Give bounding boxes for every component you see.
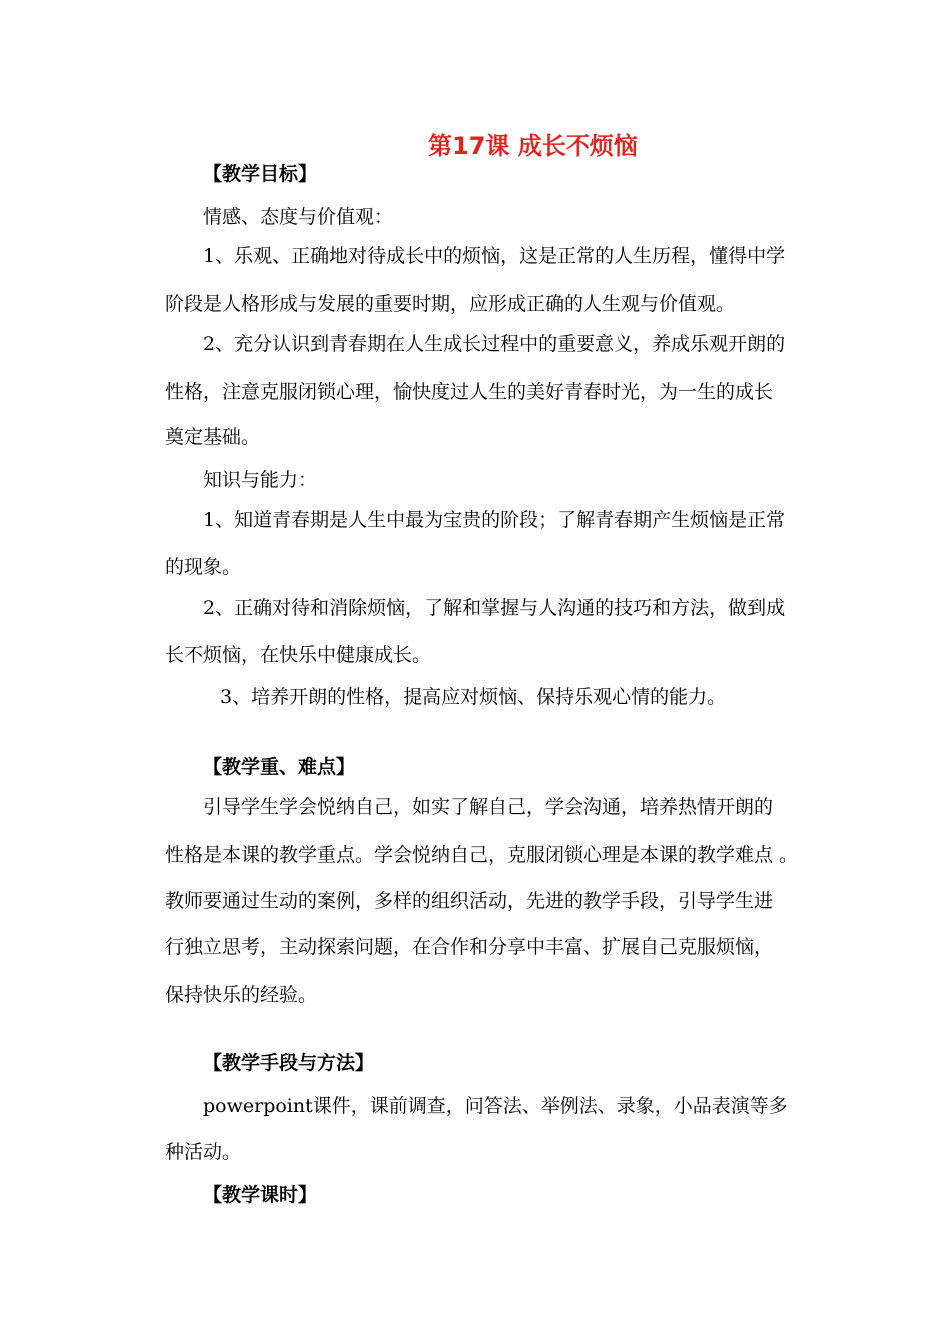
knowledge-item-1-line-1: 1、知道青春期是人生中最为宝贵的阶段；了解青春期产生烦恼是正常: [203, 509, 786, 531]
emotion-item-2-line-1: 2、充分认识到青春期在人生成长过程中的重要意义，养成乐观开朗的: [203, 333, 786, 355]
hours-heading: 【教学课时】: [203, 1184, 318, 1206]
key-points-line-2: 性格是本课的教学重点。学会悦纳自己，克服闭锁心理是本课的教学难点 。: [165, 844, 799, 866]
emotion-item-1-line-1: 1、乐观、正确地对待成长中的烦恼，这是正常的人生历程，懂得中学: [203, 245, 786, 267]
emotion-item-2-line-2: 性格，注意克服闭锁心理，愉快度过人生的美好青春时光，为一生的成长: [165, 381, 774, 403]
methods-heading: 【教学手段与方法】: [203, 1052, 375, 1074]
knowledge-item-1-line-2: 的现象。: [165, 556, 242, 578]
key-points-heading: 【教学重、难点】: [203, 756, 356, 778]
knowledge-heading: 知识与能力：: [203, 469, 318, 491]
knowledge-item-2-line-1: 2、正确对待和消除烦恼，了解和掌握与人沟通的技巧和方法，做到成: [203, 597, 786, 619]
knowledge-item-3-line-1: 3、培养开朗的性格，提高应对烦恼、保持乐观心情的能力。: [220, 686, 727, 708]
knowledge-item-2-line-2: 长不烦恼，在快乐中健康成长。: [165, 644, 432, 666]
key-points-line-3: 教师要通过生动的案例，多样的组织活动，先进的教学手段，引导学生进: [165, 890, 774, 912]
emotion-item-1-line-2: 阶段是人格形成与发展的重要时期，应形成正确的人生观与价值观。: [165, 293, 736, 315]
emotion-item-2-line-3: 奠定基础。: [165, 426, 261, 448]
key-points-line-5: 保持快乐的经验。: [165, 984, 318, 1006]
objectives-heading: 【教学目标】: [203, 163, 318, 185]
methods-line-2: 种活动。: [165, 1141, 242, 1163]
methods-line-1: powerpoint课件，课前调查，问答法、举例法、录象，小品表演等多: [203, 1095, 788, 1117]
key-points-line-1: 引导学生学会悦纳自己，如实了解自己，学会沟通，培养热情开朗的: [203, 796, 774, 818]
key-points-line-4: 行独立思考，主动探索问题，在合作和分享中丰富、扩展自己克服烦恼，: [165, 936, 774, 958]
emotion-heading: 情感、态度与价值观：: [203, 206, 394, 228]
page-title: 第17课 成长不烦恼: [428, 132, 638, 160]
